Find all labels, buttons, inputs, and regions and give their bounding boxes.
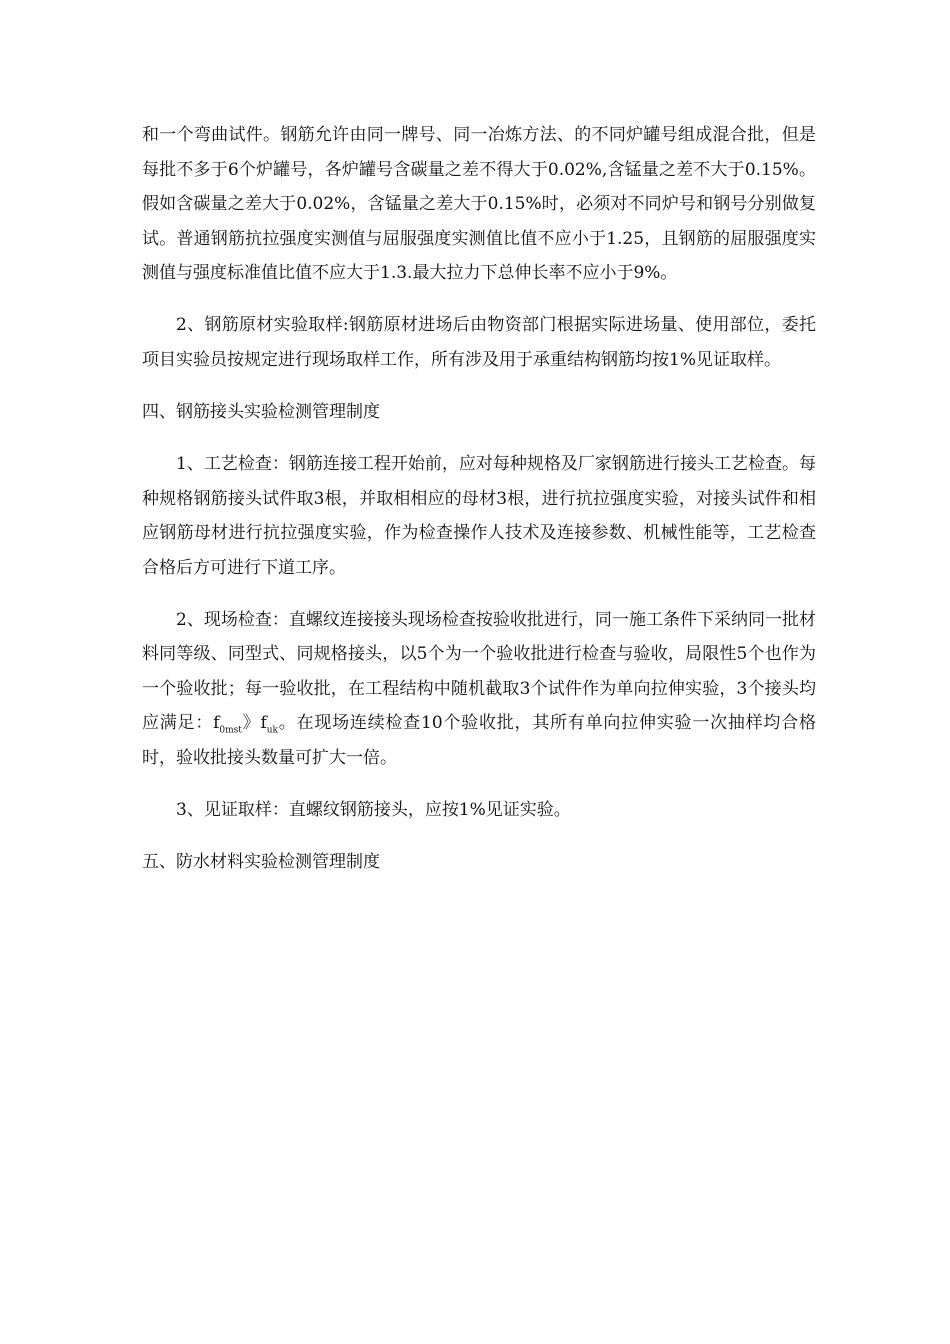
paragraph-rebar-batch-rules: 和一个弯曲试件。钢筋允许由同一牌号、同一冶炼方法、的不同炉罐号组成混合批，但是每批不多于6个炉罐号，各炉罐号含碳量之差不得大于0.02%,含锰量之差不大于0.15%。假如含碳量之差大于0.02%，含锰量之差大于0.15%时，必须对不同炉号和钢号分别做复试。普通钢筋抗拉强度实测值与屈服强度实测值比值不应小于1.25，且钢筋的屈服强度实测值与强度标准值比值不应大于1.3.最大拉力下总伸长率不应小于9%。 [142,125,816,284]
subscript-uk: uk [266,725,279,736]
paragraph-site-inspection [142,603,816,776]
site-inspection-text-middle: 》f [241,713,267,734]
section-heading-4: 四、钢筋接头实验检测管理制度 [142,401,380,422]
subscript-0mst: 0mst [219,725,242,736]
paragraph-witness-sampling: 3、见证取样：直螺纹钢筋接头，应按1%见证实验。 [176,800,571,821]
paragraph-rebar-sampling: 2、钢筋原材实验取样:钢筋原材进场后由物资部门根据实际进场量、使用部位，委托项目实验员按规定进行现场取样工作，所有涉及用于承重结构钢筋均按1%见证取样。 [142,315,816,370]
paragraph-process-inspection: 1、工艺检查：钢筋连接工程开始前，应对每种规格及厂家钢筋进行接头工艺检查。每种规格钢筋接头试件取3根，并取相相应的母材3根，进行抗拉强度实验，对接头试件和相应钢筋母材进行抗拉强度实验，作为检查操作人技术及连接参数、机械性能等，工艺检查合格后方可进行下道工序。 [142,453,816,578]
document-body [142,118,816,897]
section-heading-5: 五、防水材料实验检测管理制度 [142,852,380,873]
site-inspection-text-after: 。在现场连续检查10个验收批，其所有单向拉伸实验一次抽样均合格时，验收批接头数量可扩大一倍。 [142,713,816,769]
site-inspection-text-before: 2、现场检查：直螺纹连接接头现场检查按验收批进行，同一施工条件下采纳同一批材料同等级、同型式、同规格接头，以5个为一个验收批进行检查与验收，局限性5个也作为一个验收批；每一验收批，在工程结构中随机截取3个试件作为单向拉伸实验，3个接头均应满足：f [142,609,816,734]
